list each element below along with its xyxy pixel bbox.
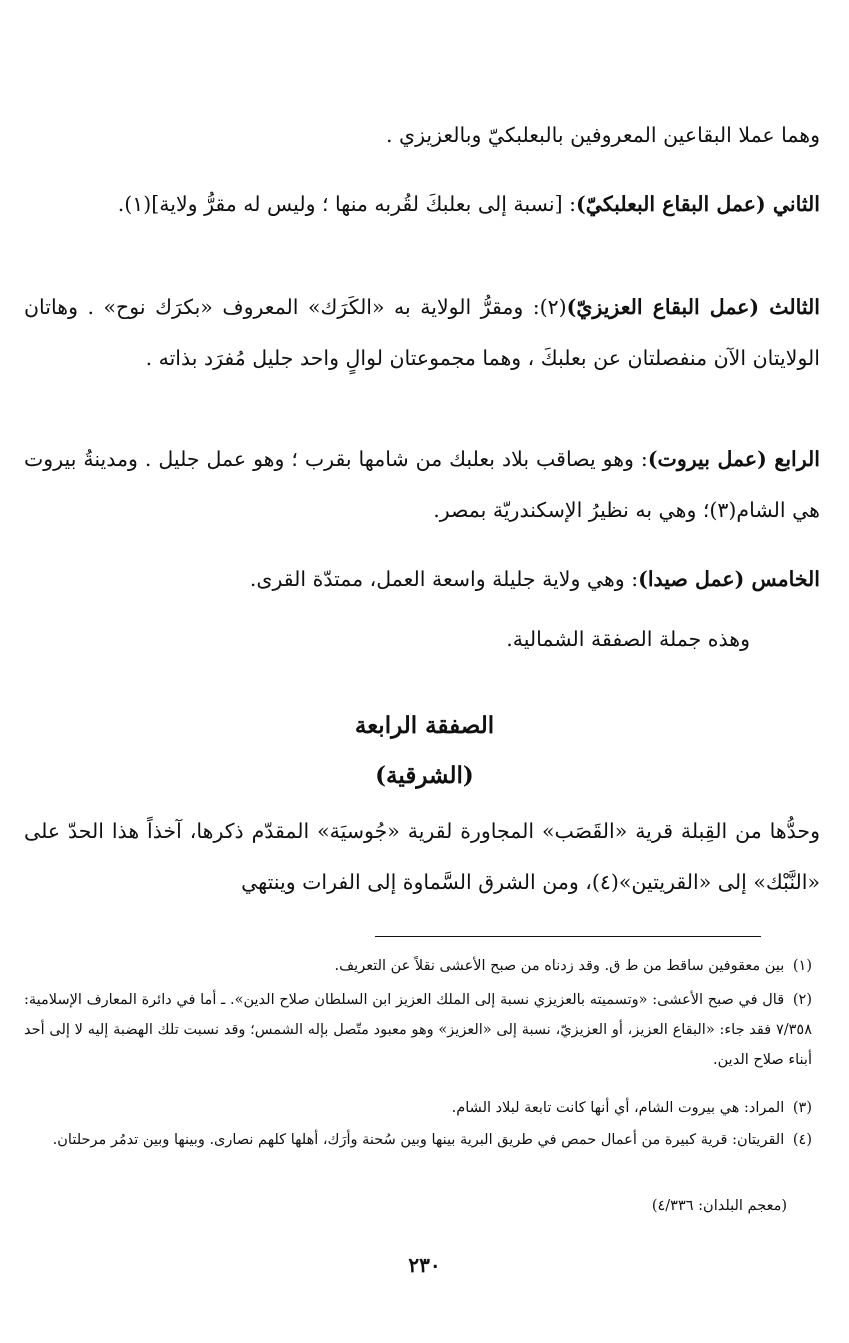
- footnote-4: [24, 1125, 812, 1155]
- paragraph-lead: الثالث (عمل البقاع العزيزيّ): [566, 295, 820, 319]
- paragraph-third-district: [24, 282, 820, 384]
- section-title: الصفقة الرابعة: [354, 712, 495, 739]
- paragraph-text: : وهي ولاية جليلة واسعة العمل، ممتدّة القرى.: [249, 567, 639, 591]
- paragraph-text: وحدُّها من القِبلة قرية «القَصَب» المجاورة لقرية «جُوسيَة» المقدّم ذكرها، آخذاً هذا الحدّ على «النَّبْك» إلى «القريتين»(٤)، ومن الشرق السَّماوة إلى الفرات وينتهي: [24, 819, 820, 894]
- paragraph-text: : وهو يصاقب بلاد بعلبك من شامها بقرب ؛ وهو عمل جليل . ومدينةُ بيروت هي الشام(٣)؛ وهي به نظيرُ الإسكندريّة بمصر.: [24, 447, 820, 522]
- paragraph-second-district: [24, 179, 820, 230]
- footnote-2: [24, 985, 812, 1075]
- footnote-3: [24, 1093, 812, 1123]
- footnote-number: (١): [792, 958, 812, 974]
- footnote-number: (٤): [792, 1132, 812, 1148]
- paragraph-lead: الخامس (عمل صيدا): [638, 567, 820, 591]
- footnote-number: (٣): [792, 1100, 812, 1116]
- page-number: ٢٣٠: [408, 1253, 441, 1277]
- paragraph-lead: الثاني (عمل البقاع البعلبكيّ): [576, 192, 820, 216]
- paragraph-text: (٢): ومقرُّ الولاية به «الكَرَك» المعروف «بكرَك نوح» . وهاتان الولايتان الآن منفصلتان عن بعلبكَ ، وهما مجموعتان لوالٍ واحد جليل مُفرَد بذاته .: [24, 295, 820, 370]
- footnote-divider: [375, 936, 761, 937]
- footnote-text: قال في صبح الأعشى: «وتسميته بالعزيزي نسبة إلى الملك العزيز ابن السلطان صلاح الدين». ـ أما في دائرة المعارف الإسلامية: ٧/٣٥٨ فقد جاء: «البقاع العزيز، أو العزيزيّ، نسبة إلى «العزيز» وهو معبود متّصل بإله الشمس؛ وقد نسبت تلك الهضبة إليه لا إلى أحد أبناء صلاح الدين.: [24, 992, 812, 1068]
- paragraph-eastern-border: [24, 806, 820, 908]
- footnote-number: (٢): [792, 992, 813, 1008]
- paragraph-fifth-district: [24, 554, 820, 605]
- footnote-text: المراد: هي بيروت الشام، أي أنها كانت تابعة لبلاد الشام.: [451, 1100, 785, 1116]
- paragraph-intro: [24, 110, 820, 161]
- footnote-text: القريتان: قرية كبيرة من أعمال حمص في طريق البرية بينها وبين سُحنة وأرَك، أهلها كلهم نصارى. وبينها وبين تدمُر مرحلتان.: [52, 1132, 785, 1148]
- paragraph-fourth-district: [24, 434, 820, 536]
- paragraph-lead: الرابع (عمل بيروت): [647, 447, 820, 471]
- footnote-source: (معجم البلدان: ٤/٣٣٦): [651, 1198, 787, 1214]
- paragraph-text: : [نسبة إلى بعلبكَ لقُربه منها ؛ وليس له مقرُّ ولاية](١).: [117, 192, 577, 216]
- paragraph-text: وهذه جملة الصفقة الشمالية.: [506, 627, 750, 651]
- footnote-1: [24, 951, 812, 981]
- footnote-text: بين معقوفين ساقط من ط ق. وقد زدناه من صبح الأعشى نقلاً عن التعريف.: [334, 958, 785, 974]
- paragraph-summary: [24, 614, 820, 665]
- section-subtitle: (الشرقية): [375, 762, 474, 789]
- paragraph-text: وهما عملا البقاعين المعروفين بالبعلبكيّ وبالعزيزي .: [385, 123, 820, 147]
